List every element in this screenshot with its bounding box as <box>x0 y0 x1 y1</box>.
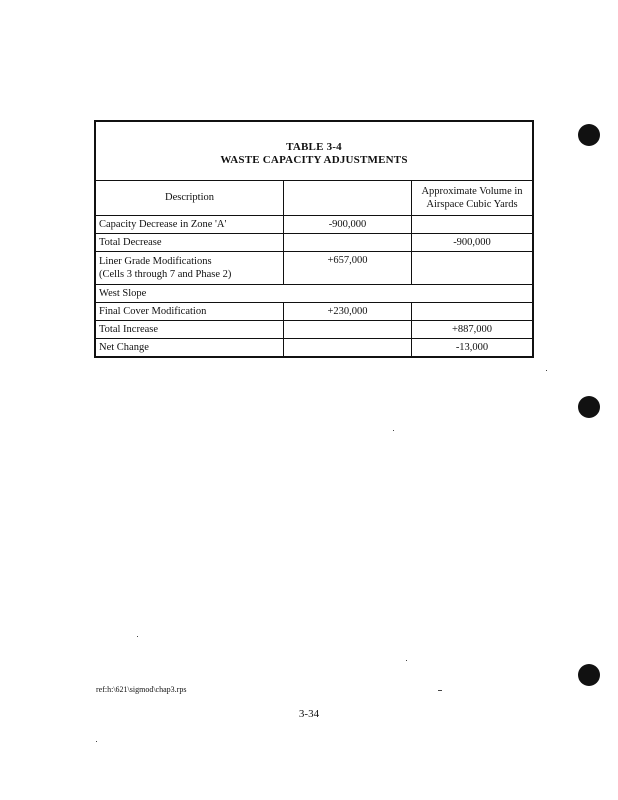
waste-capacity-table <box>94 120 534 358</box>
scan-speck <box>406 660 407 661</box>
table-row <box>96 302 532 320</box>
file-path-footer: ref:h:\621\sigmod\chap3.rps <box>96 685 187 694</box>
row-description <box>96 251 284 284</box>
table-row <box>96 251 532 284</box>
row-volume: -13,000 <box>455 341 489 353</box>
table-row <box>96 215 532 233</box>
table-row <box>96 284 532 302</box>
punch-hole-middle <box>578 396 600 418</box>
table-row <box>96 338 532 356</box>
scan-speck <box>393 430 394 431</box>
row-adjustment <box>284 320 412 338</box>
scan-speck <box>438 690 442 691</box>
row-adjustment <box>284 233 412 251</box>
column-header-adjustment <box>284 181 412 215</box>
table-title: WASTE CAPACITY ADJUSTMENTS <box>220 154 408 166</box>
row-volume: +887,000 <box>412 320 533 338</box>
row-description: Total Decrease <box>96 233 284 251</box>
table-heading <box>96 122 532 181</box>
row-description-line2: (Cells 3 through 7 and Phase 2) <box>99 268 232 280</box>
row-adjustment: -900,000 <box>284 215 412 233</box>
row-volume <box>412 251 533 284</box>
table-row <box>96 233 532 251</box>
row-description: Capacity Decrease in Zone 'A' <box>96 215 284 233</box>
row-section-label: West Slope <box>96 284 532 302</box>
column-header-description: Description <box>96 181 284 215</box>
table-grid <box>96 181 532 356</box>
row-volume <box>412 215 533 233</box>
row-adjustment <box>284 338 412 356</box>
table-header-row <box>96 181 532 215</box>
column-header-volume-line1: Approximate Volume in <box>421 185 523 197</box>
row-volume: -900,000 <box>412 233 533 251</box>
column-header-volume-line2: Airspace Cubic Yards <box>426 198 518 210</box>
table-number: TABLE 3-4 <box>286 141 342 153</box>
table-row <box>96 320 532 338</box>
scan-speck <box>137 636 138 637</box>
row-description: Final Cover Modification <box>96 302 284 320</box>
punch-hole-bottom <box>578 664 600 686</box>
column-header-volume <box>412 181 533 215</box>
row-description: Total Increase <box>96 320 284 338</box>
row-description: Net Change <box>96 338 284 356</box>
page-number: 3-34 <box>298 708 320 720</box>
row-volume <box>412 302 533 320</box>
row-adjustment: +230,000 <box>284 302 412 320</box>
punch-hole-top <box>578 124 600 146</box>
row-adjustment: +657,000 <box>284 251 412 284</box>
row-description-line1: Liner Grade Modifications <box>99 255 212 267</box>
scan-speck <box>546 370 547 371</box>
scan-speck <box>96 741 97 742</box>
